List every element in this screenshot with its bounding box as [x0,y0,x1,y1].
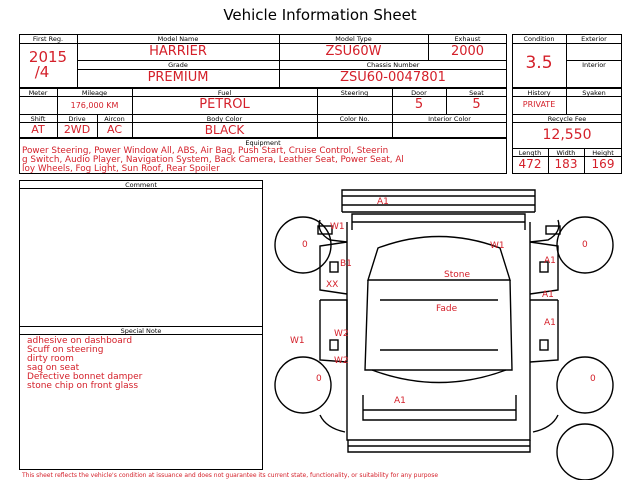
history-value: PRIVATE [522,100,556,109]
chassis-value: ZSU60-0047801 [340,70,446,85]
body-color-value: BLACK [204,123,245,137]
exhaust-value: 2000 [450,44,485,59]
exhaust-label: Exhaust [454,35,481,43]
comment-label: Comment [125,181,157,189]
mileage-label: Mileage [81,89,108,97]
damage-mark: XX [326,280,339,290]
seat-value: 5 [472,97,481,112]
equipment-line-2: g Switch, Audio Player, Navigation System, Back Camera, Leather Seat, Power Seat, Al [22,155,404,165]
damage-mark: W1 [290,336,305,346]
chassis-label: Chassis Number [366,61,420,69]
interior-color-label: Interior Color [428,115,471,123]
first-reg-label: First Reg. [32,35,64,43]
drive-label: Drive [68,115,86,123]
meter-label: Meter [28,89,48,97]
drive-value: 2WD [63,123,91,136]
shift-label: Shift [30,115,46,123]
height-label: Height [592,149,614,157]
first-reg-month: /4 [34,63,50,81]
special-note-label: Special Note [120,327,162,335]
damage-mark: W2 [334,329,349,339]
damage-mark: 0 [302,240,308,250]
damage-mark: Stone [444,270,470,280]
fuel-label: Fuel [217,89,232,97]
damage-mark: Fade [436,304,458,314]
seat-label: Seat [469,89,484,97]
door-value: 5 [414,97,424,112]
model-name: HARRIER [149,44,207,59]
damage-mark: 0 [316,374,322,384]
exterior-label: Exterior [581,35,607,43]
special-note-line: sag on seat [27,363,80,373]
first-reg-year: 2015 [28,48,68,66]
disclaimer-footer: This sheet reflects the vehicle's condition at issuance and does not guarantee its current state, functionality, or suitability for any purpose [22,472,439,479]
width-label: Width [556,149,576,157]
damage-mark: 0 [590,374,596,384]
body-color-label: Body Color [206,115,243,123]
grade-value: PREMIUM [147,70,209,85]
history-label: History [527,89,551,97]
mileage-value: 176,000 KM [70,101,119,110]
page-title: Vehicle Information Sheet [223,6,417,24]
condition-value: 3.5 [525,53,553,73]
height-value: 169 [591,157,615,171]
length-value: 472 [518,157,542,171]
special-note-line: dirty room [27,354,74,364]
aircon-label: Aircon [104,115,125,123]
interior-label: Interior [582,61,606,69]
fuel-value: PETROL [199,97,250,112]
condition-label: Condition [523,35,555,43]
damage-mark: B1 [340,259,352,269]
grade-label: Grade [168,61,188,69]
damage-mark: W1 [490,241,505,251]
special-note-line: Scuff on steering [27,345,104,355]
color-no-label: Color No. [339,115,370,123]
model-type: ZSU60W [325,44,382,59]
damage-mark: A1 [394,396,406,406]
model-type-label: Model Type [335,35,372,43]
damage-mark: W2 [334,356,349,366]
damage-mark: 0 [582,240,588,250]
damage-mark: A1 [544,256,556,266]
equipment-line-1: Power Steering, Power Window All, ABS, Air Bag, Push Start, Cruise Control, Steerin [22,146,389,156]
aircon-value: AC [106,123,122,136]
special-note-line: adhesive on dashboard [27,336,133,346]
steering-label: Steering [340,89,369,97]
shift-value: AT [31,123,45,136]
length-label: Length [518,149,542,157]
special-note-line: Defective bonnet damper [27,372,143,382]
equipment-line-3: loy Wheels, Fog Light, Sun Roof, Rear Spoiler [22,164,220,174]
recycle-value: 12,550 [542,127,592,143]
width-value: 183 [554,157,578,171]
damage-mark: W1 [330,222,345,232]
damage-mark: A1 [377,197,389,207]
damage-mark: A1 [544,318,556,328]
recycle-label: Recycle Fee [547,115,587,123]
special-note-line: stone chip on front glass [27,381,139,391]
damage-mark: A1 [542,290,554,300]
model-name-label: Model Name [157,35,199,43]
syaken-label: Syaken [582,89,606,97]
equipment-label: Equipment [245,139,281,147]
door-label: Door [411,89,427,97]
